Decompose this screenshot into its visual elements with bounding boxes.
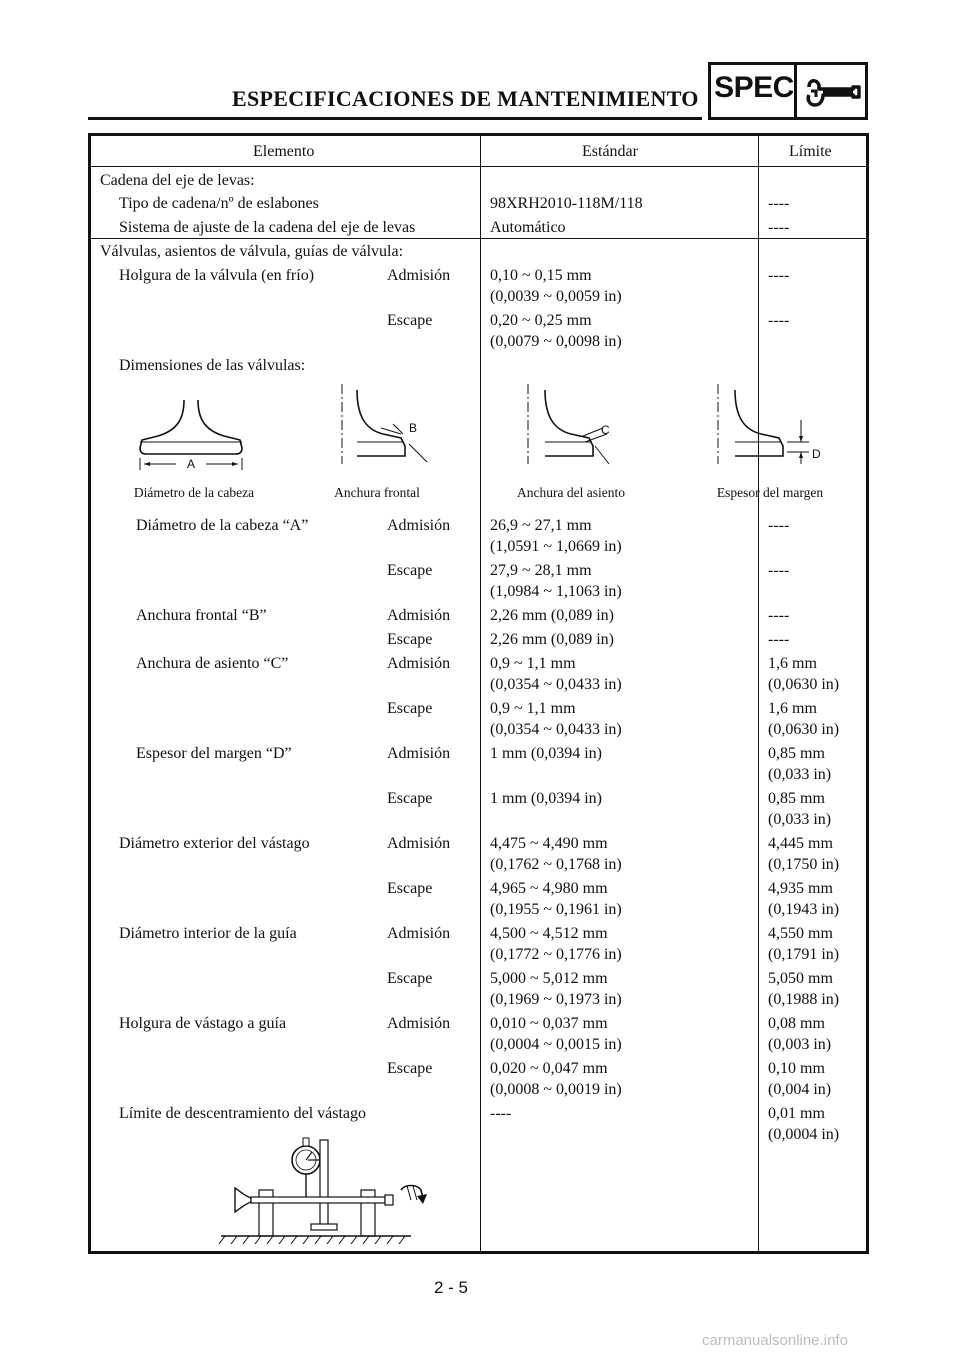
row-standard-in: (1,0984 ~ 1,1063 in) — [490, 583, 622, 600]
row-sub: Admisión — [387, 517, 451, 534]
row-limit: 4,550 mm — [768, 925, 833, 942]
watermark: carmanualsonline.info — [702, 1332, 848, 1349]
row-limit-in: (0,033 in) — [768, 766, 832, 783]
row-sub: Admisión — [387, 745, 451, 762]
row-sub: Escape — [387, 970, 433, 987]
header-rule — [88, 117, 702, 120]
row-limit-in: (0,1988 in) — [768, 991, 840, 1008]
row-limit: 0,10 mm — [768, 1060, 825, 1077]
row-sub: Admisión — [387, 267, 451, 284]
header-row-rule — [91, 166, 866, 167]
row-label: Dimensiones de las válvulas: — [119, 357, 306, 374]
row-standard: 98XRH2010-118M/118 — [490, 195, 643, 212]
row-standard: Automático — [490, 219, 566, 236]
row-standard-in: (0,0039 ~ 0,0059 in) — [490, 288, 622, 305]
row-limit: 0,85 mm — [768, 745, 825, 762]
row-standard-in: (0,0354 ~ 0,0433 in) — [490, 676, 622, 693]
column-divider — [758, 136, 759, 1251]
row-standard: 4,965 ~ 4,980 mm — [490, 880, 608, 897]
row-limit: ---- — [768, 312, 790, 329]
row-limit: 4,445 mm — [768, 835, 833, 852]
row-standard: 0,9 ~ 1,1 mm — [490, 700, 576, 717]
row-standard: 4,475 ~ 4,490 mm — [490, 835, 608, 852]
row-standard: 5,000 ~ 5,012 mm — [490, 970, 608, 987]
row-sub: Admisión — [387, 1015, 451, 1032]
row-sub: Admisión — [387, 925, 451, 942]
row-standard: 2,26 mm (0,089 in) — [490, 631, 614, 648]
row-sub: Escape — [387, 880, 433, 897]
row-standard-in: (1,0591 ~ 1,0669 in) — [490, 538, 622, 555]
row-standard: ---- — [490, 1105, 512, 1122]
row-label: Diámetro exterior del vástago — [119, 835, 310, 852]
diagram-letter-d: D — [812, 447, 821, 461]
diagram-letter-c: C — [601, 423, 610, 437]
row-label: Sistema de ajuste de la cadena del eje de levas — [119, 219, 416, 236]
row-limit: 1,6 mm — [768, 700, 817, 717]
diagram-letter-b: B — [409, 421, 418, 435]
row-limit: 1,6 mm — [768, 655, 817, 672]
row-limit: 0,08 mm — [768, 1015, 825, 1032]
row-limit: 0,85 mm — [768, 790, 825, 807]
column-header-limit: Límite — [789, 143, 832, 160]
row-sub: Escape — [387, 631, 433, 648]
row-limit: 0,01 mm — [768, 1105, 825, 1122]
row-limit: ---- — [768, 631, 790, 648]
row-standard: 26,9 ~ 27,1 mm — [490, 517, 592, 534]
page-number: 2 - 5 — [434, 1278, 469, 1297]
row-limit: ---- — [768, 195, 790, 212]
valve-face-width-diagram — [339, 380, 439, 466]
spec-badge — [708, 62, 868, 120]
column-header-standard: Estándar — [582, 143, 638, 160]
row-limit: ---- — [768, 267, 790, 284]
row-sub: Admisión — [387, 835, 451, 852]
diagram-caption: Diámetro de la cabeza — [133, 485, 255, 500]
spec-badge-divider — [794, 65, 797, 117]
row-sub: Admisión — [387, 655, 451, 672]
row-sub: Admisión — [387, 607, 451, 624]
row-limit: 4,935 mm — [768, 880, 833, 897]
valve-seat-width-diagram — [525, 380, 625, 466]
row-limit-in: (0,0630 in) — [768, 676, 840, 693]
diagram-caption: Espesor del margen — [716, 485, 824, 500]
row-label: Espesor del margen “D” — [136, 745, 292, 762]
row-standard-in: (0,0008 ~ 0,0019 in) — [490, 1081, 622, 1098]
row-standard: 1 mm (0,0394 in) — [490, 790, 602, 807]
row-label: Límite de descentramiento del vástago — [119, 1105, 367, 1122]
section-rule — [91, 238, 866, 239]
row-standard-in: (0,0004 ~ 0,0015 in) — [490, 1036, 622, 1053]
row-standard: 1 mm (0,0394 in) — [490, 745, 602, 762]
page-title: ESPECIFICACIONES DE MANTENIMIENTO — [232, 86, 699, 111]
row-label: Anchura de asiento “C” — [136, 655, 289, 672]
row-limit-in: (0,1791 in) — [768, 946, 840, 963]
row-standard-in: (0,1772 ~ 0,1776 in) — [490, 946, 622, 963]
row-standard: 0,9 ~ 1,1 mm — [490, 655, 576, 672]
row-standard: 0,10 ~ 0,15 mm — [490, 267, 592, 284]
row-label: Holgura de vástago a guía — [119, 1015, 287, 1032]
row-sub: Escape — [387, 1060, 433, 1077]
valve-margin-thickness-diagram — [715, 380, 825, 466]
column-divider — [480, 136, 481, 1251]
row-standard: 0,010 ~ 0,037 mm — [490, 1015, 608, 1032]
row-label: Holgura de la válvula (en frío) — [119, 267, 315, 284]
row-limit-in: (0,004 in) — [768, 1081, 832, 1098]
row-limit-in: (0,003 in) — [768, 1036, 832, 1053]
row-sub: Escape — [387, 562, 433, 579]
row-sub: Escape — [387, 700, 433, 717]
stem-runout-dial-gauge-illustration — [211, 1136, 451, 1244]
row-standard-in: (0,0354 ~ 0,0433 in) — [490, 721, 622, 738]
row-limit: ---- — [768, 517, 790, 534]
row-limit: ---- — [768, 219, 790, 236]
row-label: Anchura frontal “B” — [136, 607, 267, 624]
row-limit-in: (0,1943 in) — [768, 901, 840, 918]
column-header-element: Elemento — [253, 143, 315, 160]
wrench-icon — [803, 75, 861, 109]
row-limit-in: (0,0004 in) — [768, 1126, 840, 1143]
section-title: Cadena del eje de levas: — [100, 172, 255, 189]
row-limit-in: (0,0630 in) — [768, 721, 840, 738]
row-limit: ---- — [768, 562, 790, 579]
row-label: Tipo de cadena/nº de eslabones — [119, 195, 319, 212]
row-limit-in: (0,1750 in) — [768, 856, 840, 873]
row-limit: ---- — [768, 607, 790, 624]
row-standard: 4,500 ~ 4,512 mm — [490, 925, 608, 942]
row-standard: 2,26 mm (0,089 in) — [490, 607, 614, 624]
diagram-letter-a: A — [187, 457, 196, 471]
row-standard: 0,020 ~ 0,047 mm — [490, 1060, 608, 1077]
row-standard-in: (0,1955 ~ 0,1961 in) — [490, 901, 622, 918]
diagram-caption: Anchura del asiento — [517, 485, 625, 500]
row-standard: 27,9 ~ 28,1 mm — [490, 562, 592, 579]
row-standard-in: (0,1762 ~ 0,1768 in) — [490, 856, 622, 873]
section-title: Válvulas, asientos de válvula, guías de válvula: — [100, 243, 404, 260]
row-sub: Escape — [387, 790, 433, 807]
row-standard-in: (0,1969 ~ 0,1973 in) — [490, 991, 622, 1008]
spec-badge-label: SPEC — [714, 71, 794, 104]
row-standard: 0,20 ~ 0,25 mm — [490, 312, 592, 329]
row-sub: Escape — [387, 312, 433, 329]
spec-table — [88, 133, 869, 1254]
row-label: Diámetro interior de la guía — [119, 925, 297, 942]
row-limit: 5,050 mm — [768, 970, 833, 987]
row-limit-in: (0,033 in) — [768, 811, 832, 828]
row-standard-in: (0,0079 ~ 0,0098 in) — [490, 333, 622, 350]
diagram-caption: Anchura frontal — [334, 485, 420, 500]
row-label: Diámetro de la cabeza “A” — [136, 517, 309, 534]
